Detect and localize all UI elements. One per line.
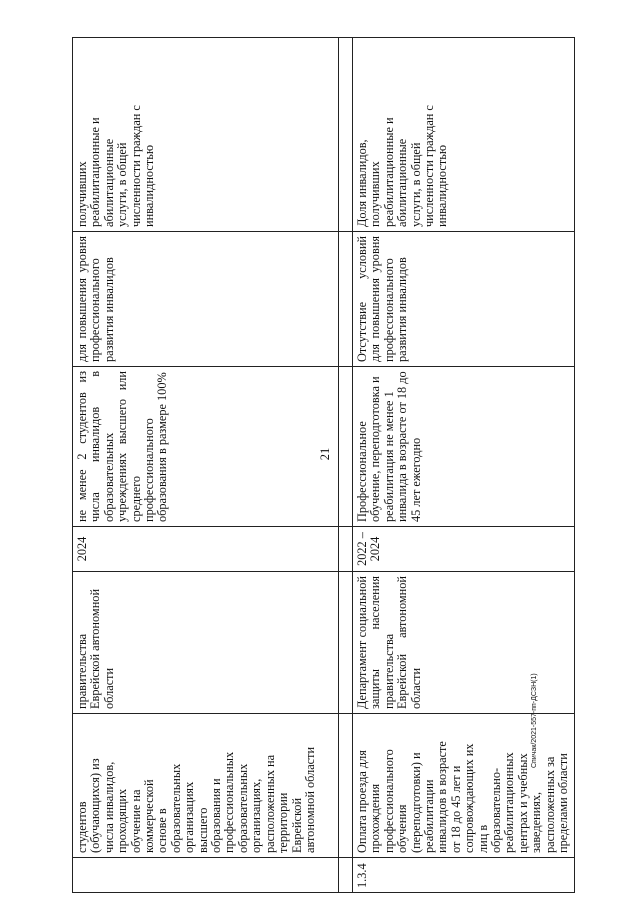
result-cell: Профессиональное обучение, переподготовка и реабилитация не менее 1 инвалида в возрасте от 18 до 45 лет ежегодно <box>353 367 575 527</box>
consequences-cell: для повышения уровня профессионального развития инвалидов <box>73 232 339 367</box>
indicator-cell: Доля инвалидов, получивших реабилитационные и абилитационные услуги, в общей численности граждан с инвалидностью <box>353 38 575 232</box>
row-separator <box>339 38 353 893</box>
table-row <box>73 38 339 893</box>
row-number-cell: 1.3.4 <box>353 858 575 893</box>
period-cell: 2022 – 2024 <box>353 527 575 572</box>
executor-cell: правительства Еврейской автономной области <box>73 572 339 714</box>
rotated-table-wrapper <box>72 38 571 893</box>
document-footer-code: Спичак/2021-557-пп-ДСЗН(1) <box>531 673 538 768</box>
executor-cell: Департамент социальной защиты населения правительства Еврейской автономной области <box>353 572 575 714</box>
table-row <box>353 38 575 893</box>
indicator-cell: получивших реабилитационные и абилитационные услуги, в общей численности граждан с инвалидностью <box>73 38 339 232</box>
period-cell: 2024 <box>73 527 339 572</box>
program-measures-table <box>72 37 575 893</box>
measure-cell: Оплата проезда для прохождения профессионального обучения (переподготовки) и реабилитации инвалидов в возрасте от 18 до 45 лет и сопровождающих их лиц в образовательно- реабилитационных центрах и учебных заведениях, расположенных за пределами области <box>353 714 575 858</box>
result-cell: не менее 2 студентов из числа инвалидов в образовательных учреждениях высшего или среднего профессионального образования в размере 100% <box>73 367 339 527</box>
page-number: 21 <box>318 447 332 461</box>
row-number-cell <box>73 858 339 893</box>
measure-cell: студентов (обучающихся) из числа инвалидов, проходящих обучение на коммерческой основе в образовательных организациях высшего образования и профессиональных образовательных организациях, расположенных на территории Еврейской автономной области <box>73 714 339 858</box>
consequences-cell: Отсутствие условий для повышения уровня профессионального развития инвалидов <box>353 232 575 367</box>
